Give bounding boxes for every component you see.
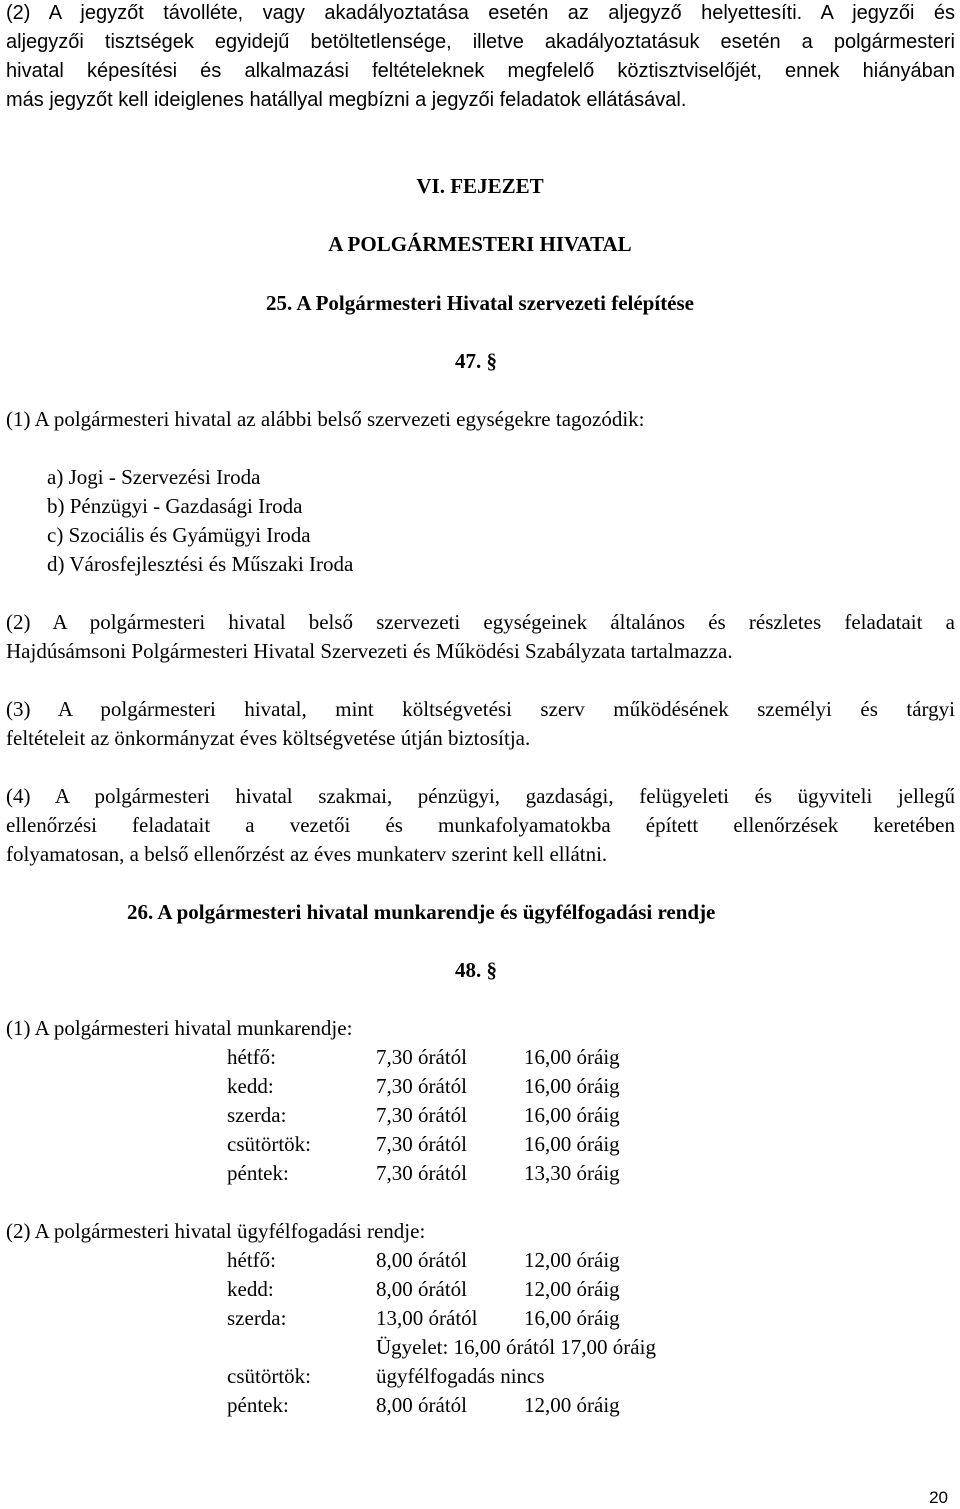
schedule-from: 8,00 órától bbox=[376, 1248, 467, 1272]
section-25-p4-line-3: folyamatosan, a belső ellenőrzést az éves munkaterv szerint kell ellátni. bbox=[6, 842, 608, 866]
schedule-from: 13,00 órától bbox=[376, 1306, 478, 1330]
schedule-day: csütörtök: bbox=[227, 1132, 311, 1156]
chapter-title: A POLGÁRMESTERI HIVATAL bbox=[328, 232, 632, 256]
schedule-day: kedd: bbox=[227, 1074, 274, 1098]
section-26-p1: (1) A polgármesteri hivatal munkarendje: bbox=[6, 1016, 353, 1040]
schedule-from: 7,30 órától bbox=[376, 1103, 467, 1127]
schedule-from: 8,00 órától bbox=[376, 1393, 467, 1417]
schedule-to: 13,30 óráig bbox=[524, 1161, 620, 1185]
section-25-p4-line-1: (4) A polgármesteri hivatal szakmai, pénzügyi, gazdasági, felügyeleti és ügyviteli jellegű bbox=[6, 784, 955, 808]
schedule-day: szerda: bbox=[227, 1103, 287, 1127]
schedule-day: csütörtök: bbox=[227, 1364, 311, 1388]
top-paragraph-line-1: (2) A jegyzőt távolléte, vagy akadályoztatása esetén az aljegyző helyettesíti. A jegyzői és bbox=[6, 2, 955, 24]
page-number: 20 bbox=[929, 1488, 948, 1507]
schedule-from: 7,30 órától bbox=[376, 1132, 467, 1156]
paragraph-47-number: 47. § bbox=[455, 349, 497, 373]
section-25-p1: (1) A polgármesteri hivatal az alábbi belső szervezeti egységekre tagozódik: bbox=[6, 407, 645, 431]
schedule-to: 12,00 óráig bbox=[524, 1393, 620, 1417]
schedule-day: hétfő: bbox=[227, 1045, 276, 1069]
section-25-p2-line-1: (2) A polgármesteri hivatal belső szervezeti egységeinek általános és részletes feladatait a bbox=[6, 610, 955, 634]
section-25-p3-line-2: feltételeit az önkormányzat éves költségvetése útján biztosítja. bbox=[6, 726, 531, 750]
schedule-from: 8,00 órától bbox=[376, 1277, 467, 1301]
schedule-to: 12,00 óráig bbox=[524, 1248, 620, 1272]
schedule-to: 16,00 óráig bbox=[524, 1045, 620, 1069]
schedule-duty-note: Ügyelet: 16,00 órától 17,00 óráig bbox=[376, 1335, 656, 1359]
schedule-from: 7,30 órától bbox=[376, 1161, 467, 1185]
schedule-to: 12,00 óráig bbox=[524, 1277, 620, 1301]
schedule-to: 16,00 óráig bbox=[524, 1074, 620, 1098]
schedule-to: 16,00 óráig bbox=[524, 1306, 620, 1330]
schedule-day: péntek: bbox=[227, 1161, 289, 1185]
unit-item-b: b) Pénzügyi - Gazdasági Iroda bbox=[47, 494, 303, 518]
chapter-number: VI. FEJEZET bbox=[416, 174, 544, 198]
schedule-day: kedd: bbox=[227, 1277, 274, 1301]
section-26-p2: (2) A polgármesteri hivatal ügyfélfogadási rendje: bbox=[6, 1219, 426, 1243]
schedule-to: 16,00 óráig bbox=[524, 1132, 620, 1156]
schedule-no-reception: ügyfélfogadás nincs bbox=[376, 1364, 545, 1388]
schedule-from: 7,30 órától bbox=[376, 1074, 467, 1098]
unit-item-a: a) Jogi - Szervezési Iroda bbox=[47, 465, 261, 489]
schedule-day: hétfő: bbox=[227, 1248, 276, 1272]
section-25-title: 25. A Polgármesteri Hivatal szervezeti felépítése bbox=[266, 291, 694, 315]
paragraph-48-number: 48. § bbox=[455, 958, 497, 982]
top-paragraph-line-4: más jegyzőt kell ideiglenes hatállyal megbízni a jegyzői feladatok ellátásával. bbox=[6, 89, 687, 111]
schedule-day: péntek: bbox=[227, 1393, 289, 1417]
schedule-to: 16,00 óráig bbox=[524, 1103, 620, 1127]
section-25-p3-line-1: (3) A polgármesteri hivatal, mint költségvetési szerv működésének személyi és tárgyi bbox=[6, 697, 955, 721]
top-paragraph-line-2: aljegyzői tisztségek egyidejű betöltetlensége, illetve akadályoztatásuk esetén a polgármesteri bbox=[6, 31, 955, 53]
schedule-from: 7,30 órától bbox=[376, 1045, 467, 1069]
top-paragraph-line-3: hivatal képesítési és alkalmazási feltételeknek megfelelő köztisztviselőjét, ennek hiányában bbox=[6, 60, 955, 82]
section-26-title: 26. A polgármesteri hivatal munkarendje és ügyfélfogadási rendje bbox=[127, 900, 716, 924]
unit-item-c: c) Szociális és Gyámügyi Iroda bbox=[47, 523, 311, 547]
section-25-p4-line-2: ellenőrzési feladatait a vezetői és munkafolyamatokba épített ellenőrzések keretében bbox=[6, 813, 955, 837]
unit-item-d: d) Városfejlesztési és Műszaki Iroda bbox=[47, 552, 354, 576]
section-25-p2-line-2: Hajdúsámsoni Polgármesteri Hivatal Szervezeti és Működési Szabályzata tartalmazza. bbox=[6, 639, 733, 663]
schedule-day: szerda: bbox=[227, 1306, 287, 1330]
